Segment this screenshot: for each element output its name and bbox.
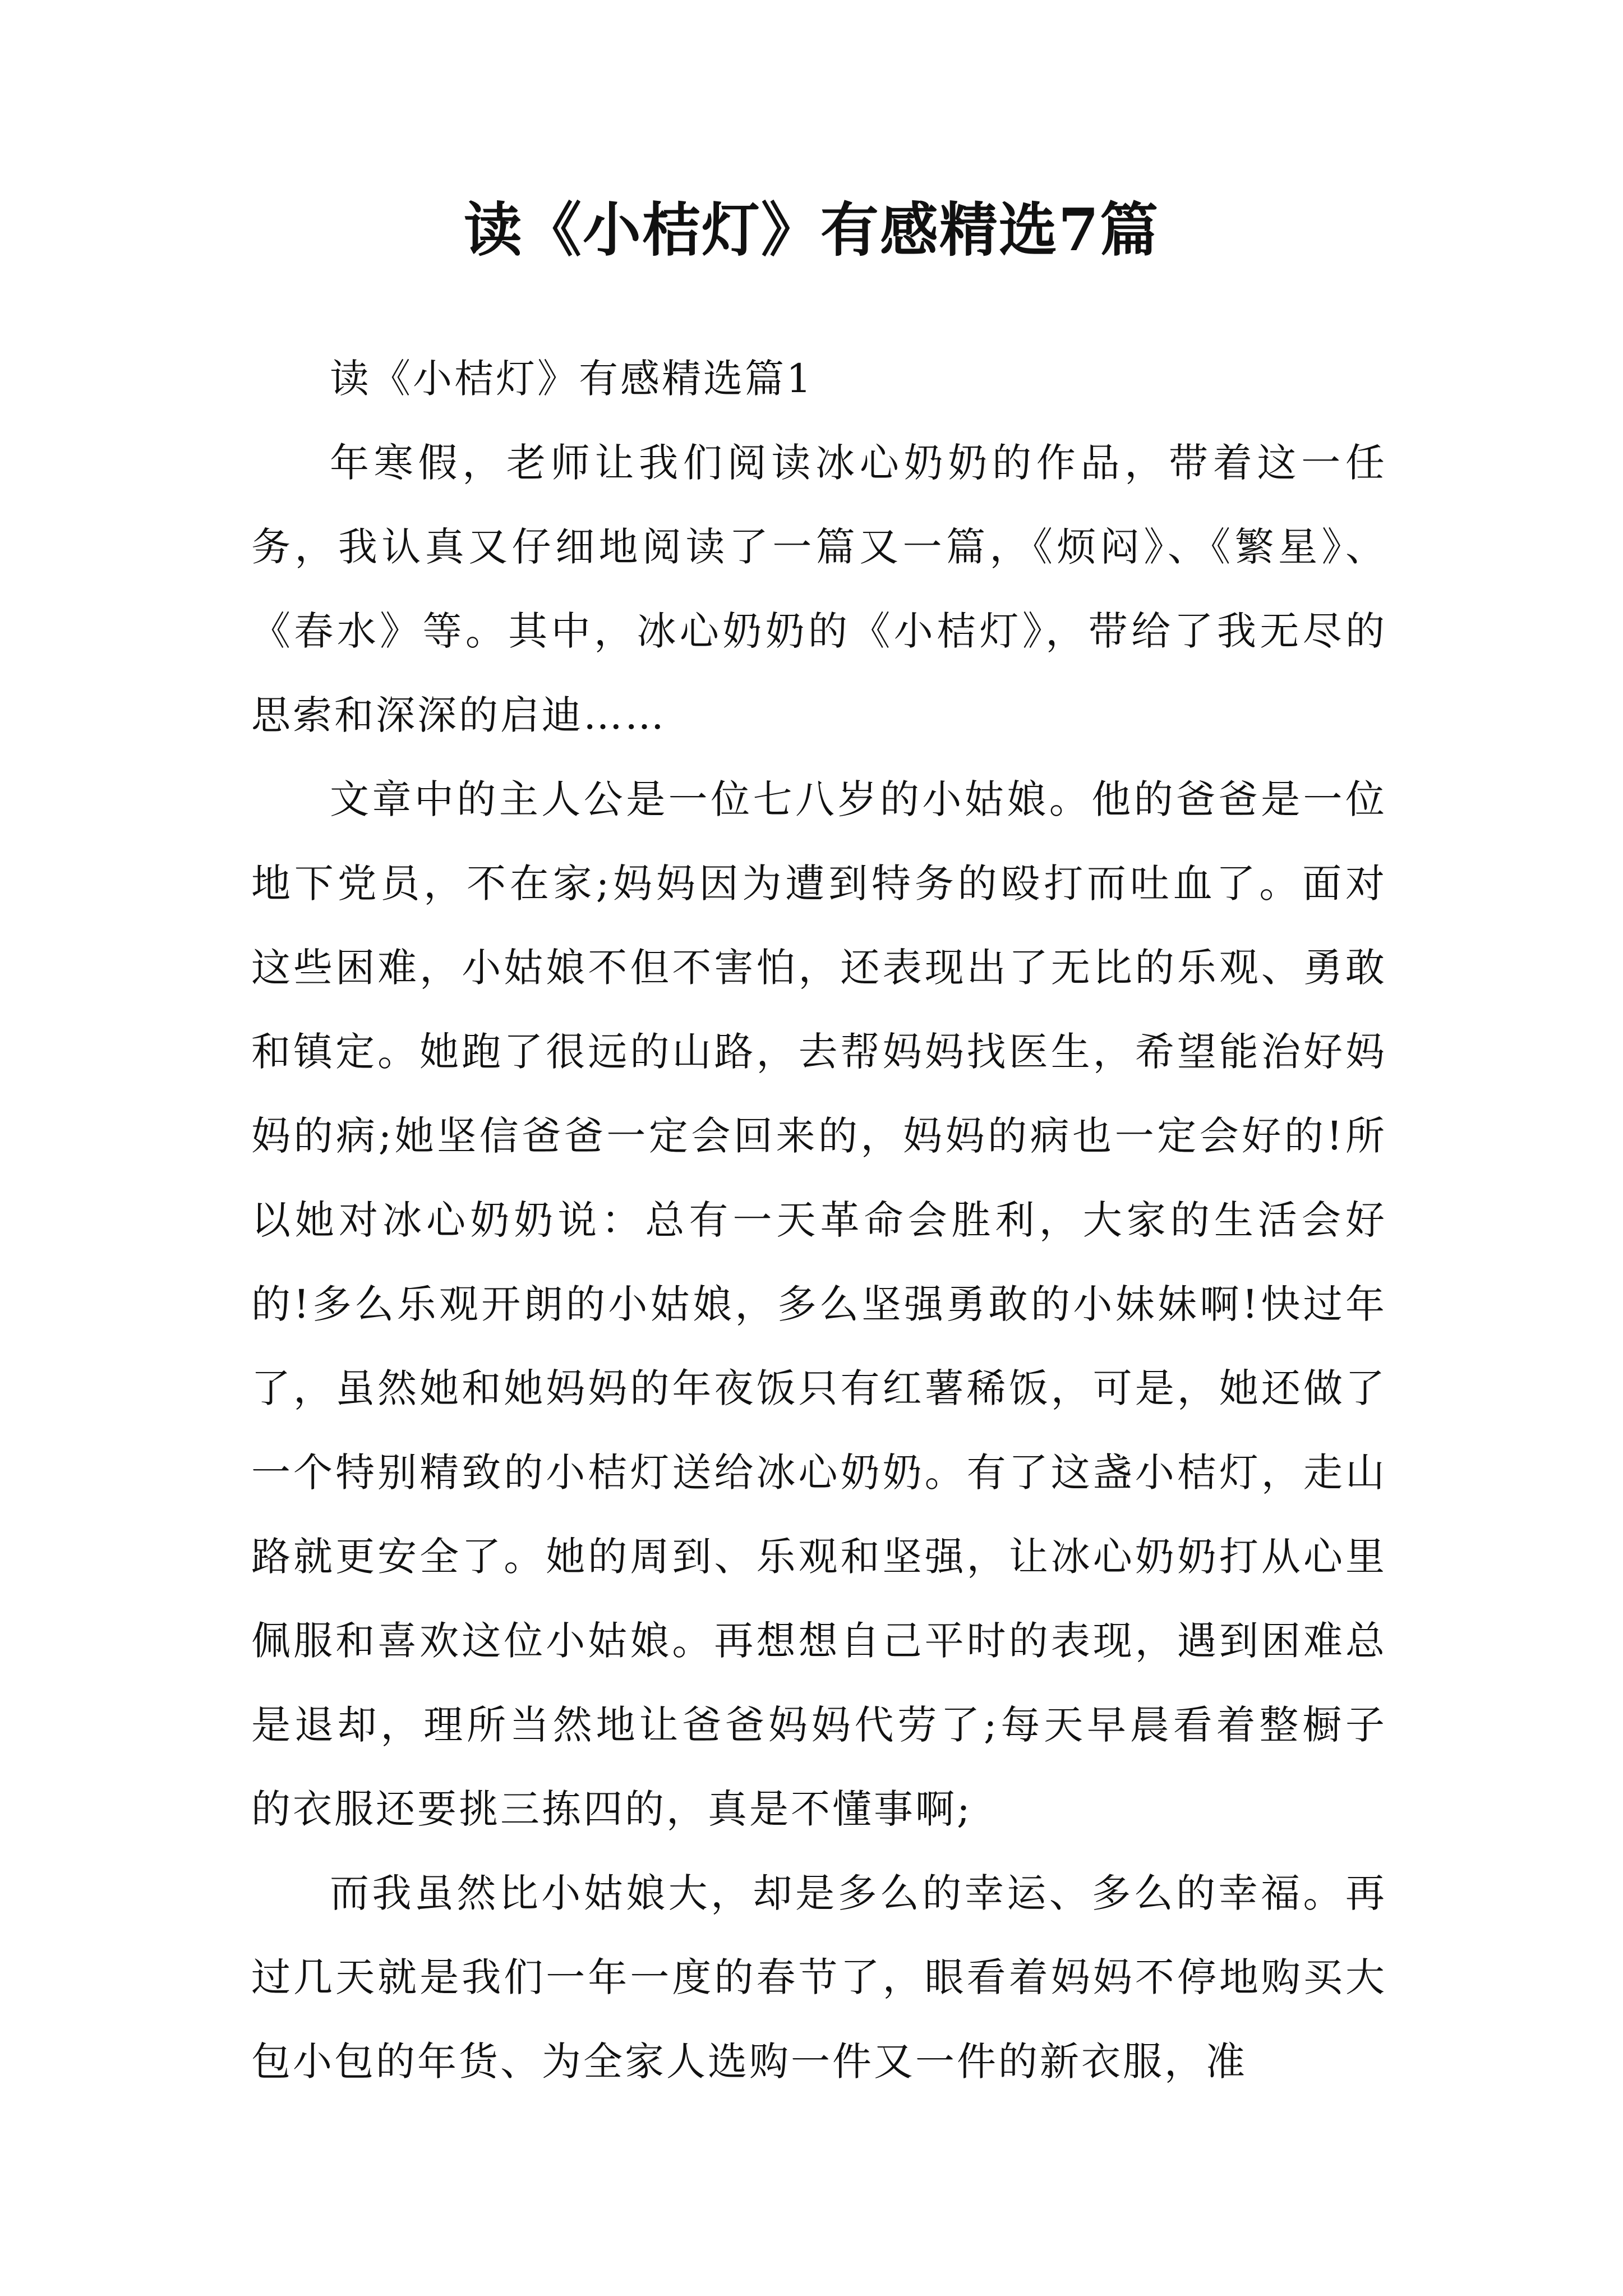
document-body — [251, 337, 1387, 2104]
section-heading: 读《小桔灯》有感精选篇1 — [330, 356, 814, 402]
paragraph-1: 年寒假，老师让我们阅读冰心奶奶的作品，带着这一任务，我认真又仔细地阅读了一篇又一篇，《烦闷》、《繁星》、《春水》等。其中，冰心奶奶的《小桔灯》，带给了我无尽的思索和深深的启迪…… — [251, 440, 1387, 738]
document-title: 读《小桔灯》有感精选7篇 — [463, 195, 1160, 264]
paragraph-2: 文章中的主人公是一位七八岁的小姑娘。他的爸爸是一位地下党员，不在家;妈妈因为遭到特务的殴打而吐血了。面对这些困难，小姑娘不但不害怕，还表现出了无比的乐观、勇敢和镇定。她跑了很远的山路，去帮妈妈找医生，希望能治好妈妈的病;她坚信爸爸一定会回来的，妈妈的病也一定会好的!所以她对冰心奶奶说：总有一天革命会胜利，大家的生活会好的!多么乐观开朗的小姑娘，多么坚强勇敢的小妹妹啊!快过年了，虽然她和她妈妈的年夜饭只有红薯稀饭，可是，她还做了一个特别精致的小桔灯送给冰心奶奶。有了这盏小桔灯，走山路就更安全了。她的周到、乐观和坚强，让冰心奶奶打从心里佩服和喜欢这位小姑娘。再想想自己平时的表现，遇到困难总是退却，理所当然地让爸爸妈妈代劳了;每天早晨看着整橱子的衣服还要挑三拣四的，真是不懂事啊; — [251, 776, 1387, 1832]
paragraph-3: 而我虽然比小姑娘大，却是多么的幸运、多么的幸福。再过几天就是我们一年一度的春节了，眼看着妈妈不停地购买大包小包的年货、为全家人选购一件又一件的新衣服，准 — [251, 1870, 1387, 2085]
